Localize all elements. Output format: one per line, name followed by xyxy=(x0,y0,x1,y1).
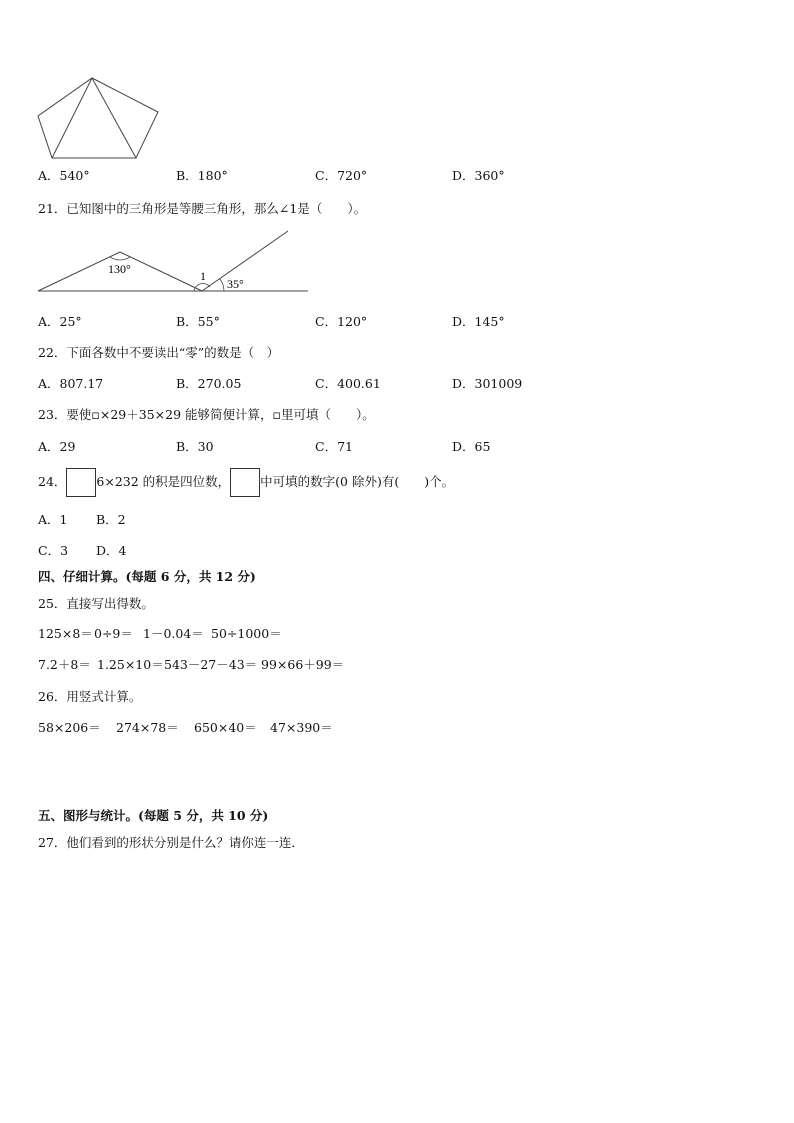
section-4-title: 四、仔细计算。(每题 6 分，共 12 分) xyxy=(38,569,256,584)
calc-item: 0÷9＝ xyxy=(94,626,133,641)
calc-item: 47×390＝ xyxy=(270,720,333,735)
option-b[interactable]: B．180° xyxy=(176,168,228,183)
question-23-stem: 23．要使▫×29＋35×29 能够简便计算，▫里可填（ ）。 xyxy=(38,407,375,422)
question-number: 24． xyxy=(38,474,67,489)
calc-item: 125×8＝ xyxy=(38,626,93,641)
pentagon-figure xyxy=(30,70,170,165)
question-21-stem: 21．已知图中的三角形是等腰三角形，那么∠1是（ ）。 xyxy=(38,201,367,216)
calc-item: 1－0.04＝ xyxy=(143,626,204,641)
option-d[interactable]: D．4 xyxy=(96,543,127,558)
answer-box[interactable] xyxy=(230,468,260,497)
option-d[interactable]: D．65 xyxy=(452,439,491,454)
option-b[interactable]: B．270.05 xyxy=(176,376,242,391)
question-25-stem: 25．直接写出得数。 xyxy=(38,596,154,611)
option-c[interactable]: C．71 xyxy=(315,439,353,454)
option-c[interactable]: C．120° xyxy=(315,314,368,329)
option-a[interactable]: A．807.17 xyxy=(38,376,104,391)
question-22-stem: 22．下面各数中不要读出“零”的数是（ ） xyxy=(38,345,280,360)
isosceles-triangle-figure xyxy=(30,225,320,300)
option-b[interactable]: B．30 xyxy=(176,439,214,454)
option-b[interactable]: B．2 xyxy=(96,512,126,527)
calc-item: 1.25×10＝ xyxy=(97,657,164,672)
answer-box[interactable] xyxy=(66,468,96,497)
option-d[interactable]: D．301009 xyxy=(452,376,523,391)
option-a[interactable]: A．25° xyxy=(38,314,82,329)
calc-item: 7.2＋8＝ xyxy=(38,657,91,672)
option-d[interactable]: D．145° xyxy=(452,314,505,329)
option-c[interactable]: C．720° xyxy=(315,168,368,183)
calc-item: 58×206＝ xyxy=(38,720,101,735)
option-d[interactable]: D．360° xyxy=(452,168,505,183)
option-c[interactable]: C．400.61 xyxy=(315,376,381,391)
option-a[interactable]: A．540° xyxy=(38,168,90,183)
question-24-stem xyxy=(38,467,454,497)
question-24-part2: 中可填的数字(0 除外)有( )个。 xyxy=(260,474,455,489)
question-24-part1: 6×232 的积是四位数， xyxy=(96,474,231,489)
question-27-stem: 27．他们看到的形状分别是什么？请你连一连． xyxy=(38,835,304,850)
option-b[interactable]: B．55° xyxy=(176,314,220,329)
apex-angle-label: 130° xyxy=(108,262,131,276)
section-5-title: 五、图形与统计。(每题 5 分，共 10 分) xyxy=(38,808,269,823)
calc-item: 543－27－43＝ xyxy=(164,657,258,672)
question-26-stem: 26．用竖式计算。 xyxy=(38,689,142,704)
option-a[interactable]: A．1 xyxy=(38,512,68,527)
calc-item: 650×40＝ xyxy=(194,720,257,735)
option-a[interactable]: A．29 xyxy=(38,439,76,454)
calc-item: 50÷1000＝ xyxy=(211,626,282,641)
calc-item: 274×78＝ xyxy=(116,720,179,735)
calc-item: 99×66＋99＝ xyxy=(261,657,345,672)
angle-one-label: 1 xyxy=(200,269,206,283)
option-c[interactable]: C．3 xyxy=(38,543,69,558)
side-angle-label: 35° xyxy=(227,277,244,291)
